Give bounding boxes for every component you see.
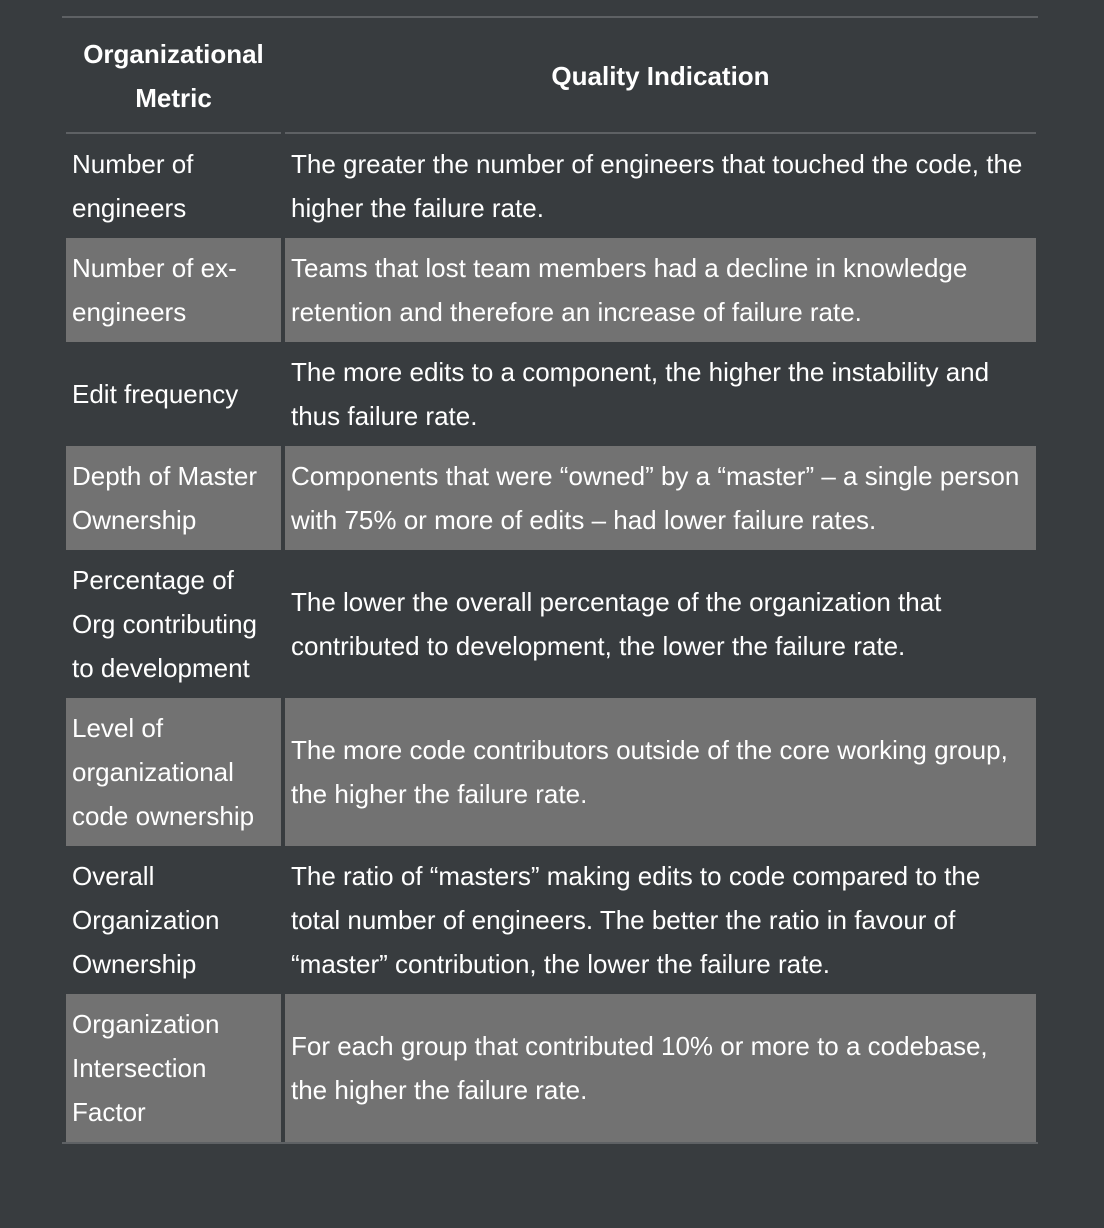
quality-cell: The ratio of “masters” making edits to code compared to the total number of engineers. The better the ratio in favour of “master” contribution, the lower the failure rate. <box>291 861 981 979</box>
quality-cell: The greater the number of engineers that touched the code, the higher the failure rate. <box>291 149 1023 223</box>
quality-cell: The more edits to a component, the higher the instability and thus failure rate. <box>291 357 990 431</box>
metric-cell: Level of organizational code ownership <box>66 698 281 846</box>
table-row <box>66 698 1036 846</box>
table-row <box>66 550 1036 698</box>
table-row <box>66 446 1036 550</box>
metric-cell: Overall Organization Ownership <box>72 861 220 979</box>
metric-cell: Number of engineers <box>72 149 194 223</box>
table-row <box>66 994 1036 1142</box>
metric-cell: Depth of Master Ownership <box>66 446 281 550</box>
quality-cell: Teams that lost team members had a decline in knowledge retention and therefore an increase of failure rate. <box>285 238 1036 342</box>
metric-cell: Number of ex-engineers <box>66 238 281 342</box>
header-quality: Quality Indication <box>285 18 1036 134</box>
table-row <box>66 342 1036 446</box>
metric-cell: Edit frequency <box>72 379 239 409</box>
metrics-table-container <box>62 16 1038 1144</box>
quality-cell: Components that were “owned” by a “master” – a single person with 75% or more of edits – had lower failure rates. <box>285 446 1036 550</box>
quality-cell: The lower the overall percentage of the organization that contributed to development, the lower the failure rate. <box>291 587 942 661</box>
table-row <box>66 238 1036 342</box>
table-row <box>66 134 1036 238</box>
metrics-table <box>62 18 1040 1142</box>
header-metric: Organizational Metric <box>66 18 281 134</box>
table-bottom-rule <box>62 1142 1038 1144</box>
metric-cell: Organization Intersection Factor <box>66 994 281 1142</box>
quality-cell: For each group that contributed 10% or more to a codebase, the higher the failure rate. <box>285 994 1036 1142</box>
table-header-row <box>66 18 1036 134</box>
quality-cell: The more code contributors outside of the core working group, the higher the failure rate. <box>285 698 1036 846</box>
metric-cell: Percentage of Org contributing to development <box>72 565 257 683</box>
table-row <box>66 846 1036 994</box>
